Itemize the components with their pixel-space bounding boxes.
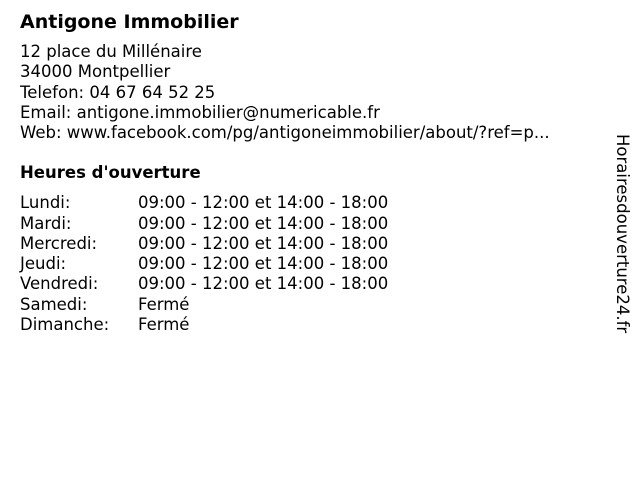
- address-street: 12 place du Millénaire: [20, 42, 202, 61]
- hours-row-tuesday: [20, 214, 388, 234]
- business-card: [20, 10, 600, 335]
- hours-row-saturday: [20, 295, 388, 315]
- day-hours: 09:00 - 12:00 et 14:00 - 18:00: [138, 274, 389, 294]
- day-label: Vendredi:: [20, 274, 99, 294]
- phone-number[interactable]: 04 67 64 52 25: [89, 82, 216, 102]
- business-name: Antigone Immobilier: [20, 11, 239, 33]
- hours-row-friday: [20, 274, 388, 294]
- hours-row-wednesday: [20, 234, 388, 254]
- day-label: Dimanche:: [20, 314, 110, 334]
- day-label: Lundi:: [20, 193, 71, 213]
- day-label: Mardi:: [20, 213, 72, 233]
- phone-row: [20, 83, 600, 103]
- web-row: [20, 123, 600, 143]
- web-link[interactable]: www.facebook.com/pg/antigoneimmobilier/about/?ref=p...: [66, 123, 550, 143]
- hours-row-monday: [20, 193, 388, 213]
- email-address[interactable]: antigone.immobilier@numericable.fr: [76, 102, 380, 122]
- email-label: Email:: [20, 102, 72, 122]
- day-hours: Fermé: [138, 294, 190, 314]
- web-label: Web:: [20, 123, 62, 143]
- address-city: 34000 Montpellier: [20, 62, 171, 82]
- hours-row-sunday: [20, 315, 388, 335]
- day-hours: 09:00 - 12:00 et 14:00 - 18:00: [138, 213, 389, 233]
- email-row: [20, 103, 600, 123]
- day-hours: 09:00 - 12:00 et 14:00 - 18:00: [138, 193, 389, 213]
- phone-label: Telefon:: [20, 82, 85, 102]
- hours-row-thursday: [20, 254, 388, 274]
- opening-hours-table: [20, 193, 388, 334]
- day-hours: 09:00 - 12:00 et 14:00 - 18:00: [138, 233, 389, 253]
- day-hours: 09:00 - 12:00 et 14:00 - 18:00: [138, 254, 389, 274]
- day-label: Jeudi:: [20, 254, 67, 274]
- site-watermark: Horairesdouverture24.fr: [613, 134, 632, 334]
- day-label: Samedi:: [20, 294, 88, 314]
- day-label: Mercredi:: [20, 233, 98, 253]
- opening-hours-heading: Heures d'ouverture: [20, 163, 201, 183]
- day-hours: Fermé: [138, 314, 190, 334]
